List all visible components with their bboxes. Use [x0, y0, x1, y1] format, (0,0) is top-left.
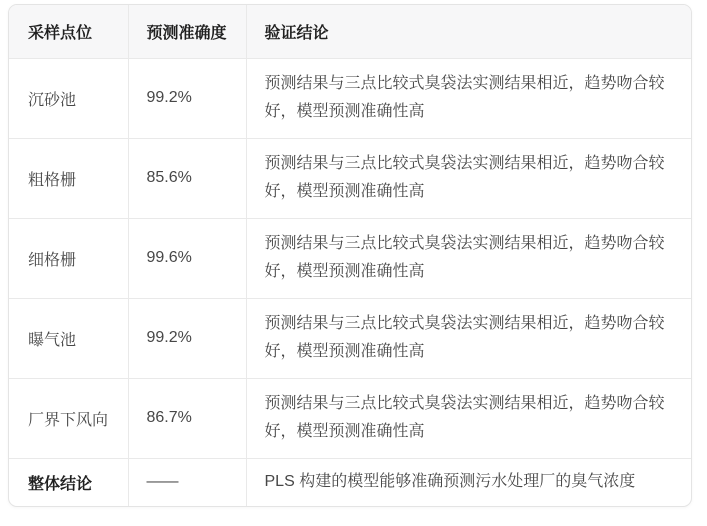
table-row — [9, 458, 692, 506]
table-row — [9, 298, 692, 378]
col-header-sampling-point: 采样点位 — [9, 5, 128, 58]
cell-validation-conclusion: 预测结果与三点比较式臭袋法实测结果相近，趋势吻合较好，模型预测准确性高 — [246, 58, 692, 138]
cell-prediction-accuracy: —— — [128, 458, 246, 506]
cell-sampling-point: 沉砂池 — [9, 58, 128, 138]
cell-prediction-accuracy: 99.2% — [128, 58, 246, 138]
table-row — [9, 378, 692, 458]
cell-sampling-point: 曝气池 — [9, 298, 128, 378]
col-header-validation-conclusion: 验证结论 — [246, 5, 692, 58]
cell-prediction-accuracy: 86.7% — [128, 378, 246, 458]
cell-prediction-accuracy: 99.2% — [128, 298, 246, 378]
cell-prediction-accuracy: 85.6% — [128, 138, 246, 218]
table-body — [9, 58, 692, 506]
cell-validation-conclusion: 预测结果与三点比较式臭袋法实测结果相近，趋势吻合较好，模型预测准确性高 — [246, 298, 692, 378]
cell-sampling-point: 粗格栅 — [9, 138, 128, 218]
cell-sampling-point: 整体结论 — [28, 475, 93, 493]
cell-validation-conclusion: 预测结果与三点比较式臭袋法实测结果相近，趋势吻合较好，模型预测准确性高 — [246, 378, 692, 458]
col-header-prediction-accuracy: 预测准确度 — [128, 5, 246, 58]
table-row — [9, 138, 692, 218]
cell-sampling-point: 细格栅 — [9, 218, 128, 298]
table-row — [9, 218, 692, 298]
validation-results-card — [8, 4, 692, 507]
cell-prediction-accuracy: 99.6% — [128, 218, 246, 298]
table-row — [9, 58, 692, 138]
cell-validation-conclusion: PLS 构建的模型能够准确预测污水处理厂的臭气浓度 — [246, 458, 692, 506]
cell-validation-conclusion: 预测结果与三点比较式臭袋法实测结果相近，趋势吻合较好，模型预测准确性高 — [246, 138, 692, 218]
validation-results-table — [9, 5, 692, 506]
header-row — [9, 5, 692, 58]
cell-validation-conclusion: 预测结果与三点比较式臭袋法实测结果相近，趋势吻合较好，模型预测准确性高 — [246, 218, 692, 298]
cell-sampling-point: 厂界下风向 — [9, 378, 128, 458]
